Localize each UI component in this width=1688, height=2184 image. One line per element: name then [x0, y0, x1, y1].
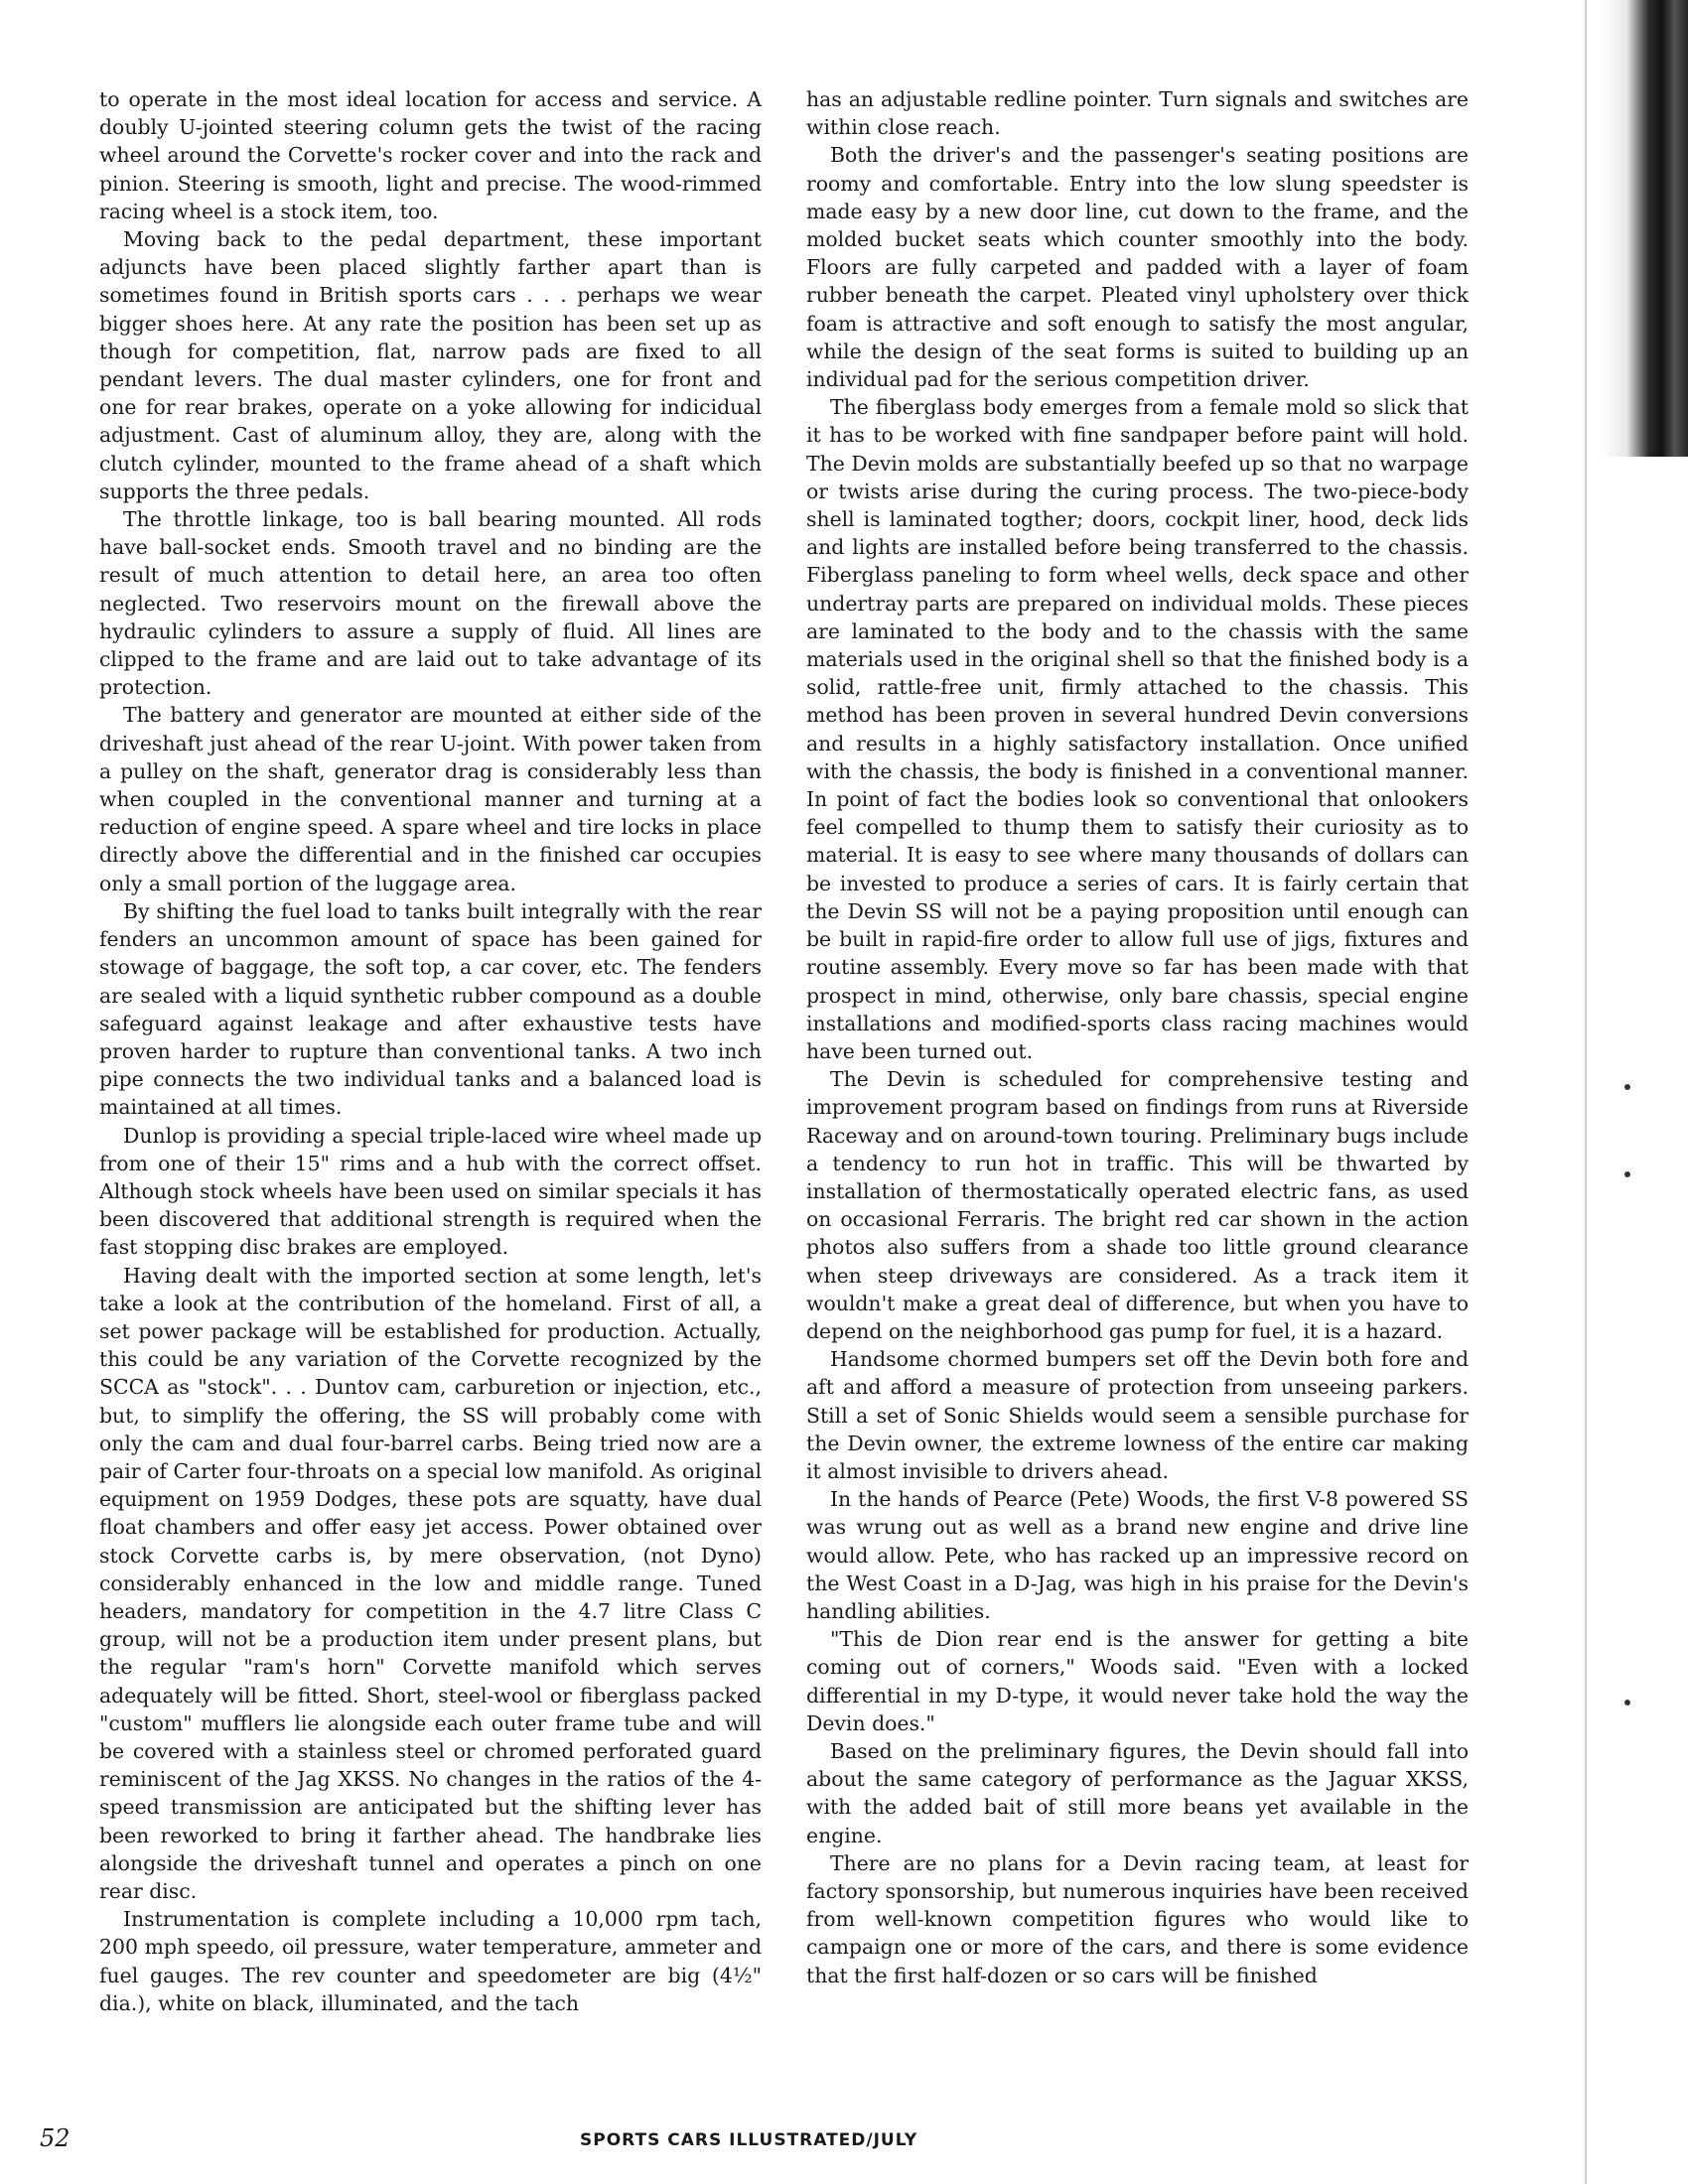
- page-gutter-line: [1585, 0, 1587, 2184]
- left-column: [99, 85, 762, 2017]
- right-column: [806, 85, 1469, 1989]
- edge-mark: [1624, 1084, 1630, 1090]
- paragraph: Having dealt with the imported section at some length, let's take a look at the contribution of the homeland. First of all, a set power package will be established for production. Actually, this could be any variation of the Corvette recognized by the SCCA as "stock". . . Duntov cam, carburetion or injection, etc., but, to simplify the offering, the SS will probably come with only the cam and dual four-barrel carbs. Being tried now are a pair of Carter four-throats on a special low manifold. As original equipment on 1959 Dodges, these pots are squatty, have dual float chambers and offer easy jet access. Power obtained over stock Corvette carbs is, by mere observation, (not Dyno) considerably enhanced in the low and middle range. Tuned headers, mandatory for competition in the 4.7 litre Class C group, will not be a production item under present plans, but the regular "ram's horn" Corvette manifold which serves adequately will be fitted. Short, steel-wool or fiberglass packed "custom" mufflers lie alongside each outer frame tube and will be covered with a stainless steel or chromed perforated guard reminiscent of the Jag XKSS. No changes in the ratios of the 4-speed transmission are anticipated but the shifting lever has been reworked to bring it farther ahead. The handbrake lies alongside the driveshaft tunnel and operates a pinch on one rear disc.: [99, 1263, 762, 1903]
- paragraph: The fiberglass body emerges from a female mold so slick that it has to be worked with fine sandpaper before paint will hold. The Devin molds are substantially beefed up so that no warpage or twists arise during the curing process. The two-piece-body shell is laminated togther; doors, cockpit liner, hood, deck lids and lights are installed before being transferred to the chassis. Fiberglass paneling to form wheel wells, deck space and other undertray parts are prepared on individual molds. These pieces are laminated to the body and to the chassis with the same materials used in the original shell so that the finished body is a solid, rattle-free unit, firmly attached to the chassis. This method has been proven in several hundred Devin conversions and results in a highly satisfactory installation. Once unified with the chassis, the body is finished in a conventional manner. In point of fact the bodies look so conventional that onlookers feel compelled to thump them to satisfy their curiosity as to material. It is easy to see where many thousands of dollars can be invested to produce a series of cars. It is fairly certain that the Devin SS will not be a paying proposition until enough can be built in rapid-fire order to allow full use of jigs, fixtures and routine assembly. Every move so far has been made with that prospect in mind, otherwise, only bare chassis, special engine installations and modified-sports class racing machines would have been turned out.: [806, 395, 1469, 1063]
- paragraph: There are no plans for a Devin racing team, at least for factory sponsorship, but numerous inquiries have been received from well-known competition figures who would like to campaign one or more of the cars, and there is some evidence that the first half-dozen or so cars will be finished: [806, 1850, 1469, 1987]
- paragraph: Handsome chormed bumpers set off the Devin both fore and aft and afford a measure of protection from unseeing parkers. Still a set of Sonic Shields would seem a sensible purchase for the Devin owner, the extreme lowness of the entire car making it almost invisible to drivers ahead.: [806, 1347, 1469, 1483]
- paragraph: Moving back to the pedal department, these important adjuncts have been placed slightly farther apart than is sometimes found in British sports cars . . . perhaps we wear bigger shoes here. At any rate the position has been set up as though for competition, flat, narrow pads are fixed to all pendant levers. The dual master cylinders, one for front and one for rear brakes, operate on a yoke allowing for indicidual adjustment. Cast of aluminum alloy, they are, along with the clutch cylinder, mounted to the frame ahead of a shaft which supports the three pedals.: [99, 227, 762, 503]
- paragraph: Both the driver's and the passenger's seating positions are roomy and comfortable. Entry into the low slung speedster is made easy by a new door line, cut down to the frame, and the molded bucket seats which counter smoothly into the body. Floors are fully carpeted and padded with a layer of foam rubber beneath the carpet. Pleated vinyl upholstery over thick foam is attractive and soft enough to satisfy the most angular, while the design of the seat forms is suited to building up an individual pad for the serious competition driver.: [806, 143, 1469, 392]
- paragraph: to operate in the most ideal location for access and service. A doubly U-jointed steering column gets the twist of the racing wheel around the Corvette's rocker cover and into the rack and pinion. Steering is smooth, light and precise. The wood-rimmed racing wheel is a stock item, too.: [99, 87, 762, 223]
- paragraph: "This de Dion rear end is the answer for getting a bite coming out of corners," Woods said. "Even with a locked differential in my D-type, it would never take hold the way the Devin does.": [806, 1627, 1469, 1735]
- paragraph: The battery and generator are mounted at either side of the driveshaft just ahead of the rear U-joint. With power taken from a pulley on the shaft, generator drag is considerably less than when coupled in the conventional manner and turning at a reduction of engine speed. A spare wheel and tire locks in place directly above the differential and in the finished car occupies only a small portion of the luggage area.: [99, 703, 762, 895]
- edge-mark: [1624, 1700, 1630, 1706]
- edge-mark: [1624, 1171, 1630, 1177]
- paragraph: The Devin is scheduled for comprehensive testing and improvement program based on findings from runs at Riverside Raceway and on around-town touring. Preliminary bugs include a tendency to run hot in traffic. This will be thwarted by installation of thermostatically operated electric fans, as used on occasional Ferraris. The bright red car shown in the action photos also suffers from a shade too little ground clearance when steep driveways are considered. As a track item it wouldn't make a great deal of difference, but when you have to depend on the neighborhood gas pump for fuel, it is a hazard.: [806, 1067, 1469, 1343]
- paragraph: By shifting the fuel load to tanks built integrally with the rear fenders an uncommon amount of space has been gained for stowage of baggage, the soft top, a car cover, etc. The fenders are sealed with a liquid synthetic rubber compound as a double safeguard against leakage and after exhaustive tests have proven harder to rupture than conventional tanks. A two inch pipe connects the two individual tanks and a balanced load is maintained at all times.: [99, 898, 762, 1120]
- page-footer: [0, 2124, 1688, 2164]
- paragraph: Dunlop is providing a special triple-laced wire wheel made up from one of their 15" rims and a hub with the correct offset. Although stock wheels have been used on similar specials it has been discovered that additional strength is required when the fast stopping disc brakes are employed.: [99, 1123, 762, 1260]
- paragraph: The throttle linkage, too is ball bearing mounted. All rods have ball-socket ends. Smooth travel and no binding are the result of much attention to detail here, an area too often neglected. Two reservoirs mount on the firewall above the hydraulic cylinders to assure a supply of fluid. All lines are clipped to the frame and are laid out to take advantage of its protection.: [99, 507, 762, 700]
- paragraph: Instrumentation is complete including a 10,000 rpm tach, 200 mph speedo, oil pressure, water temperature, ammeter and fuel gauges. The rev counter and speedometer are big (4½" dia.), white on black, illuminated, and the tach: [99, 1907, 762, 2015]
- photo-fragment: [1601, 0, 1688, 457]
- paragraph: In the hands of Pearce (Pete) Woods, the first V-8 powered SS was wrung out as well as a brand new engine and drive line would allow. Pete, who has racked up an impressive record on the West Coast in a D-Jag, was high in his praise for the Devin's handling abilities.: [806, 1487, 1469, 1623]
- paragraph: Based on the preliminary figures, the Devin should fall into about the same category of performance as the Jaguar XKSS, with the added bait of still more beans yet available in the engine.: [806, 1738, 1469, 1847]
- page-number: 52: [40, 2124, 70, 2152]
- paragraph: has an adjustable redline pointer. Turn signals and switches are within close reach.: [806, 87, 1469, 140]
- magazine-title: SPORTS CARS ILLUSTRATED/JULY: [580, 2130, 918, 2150]
